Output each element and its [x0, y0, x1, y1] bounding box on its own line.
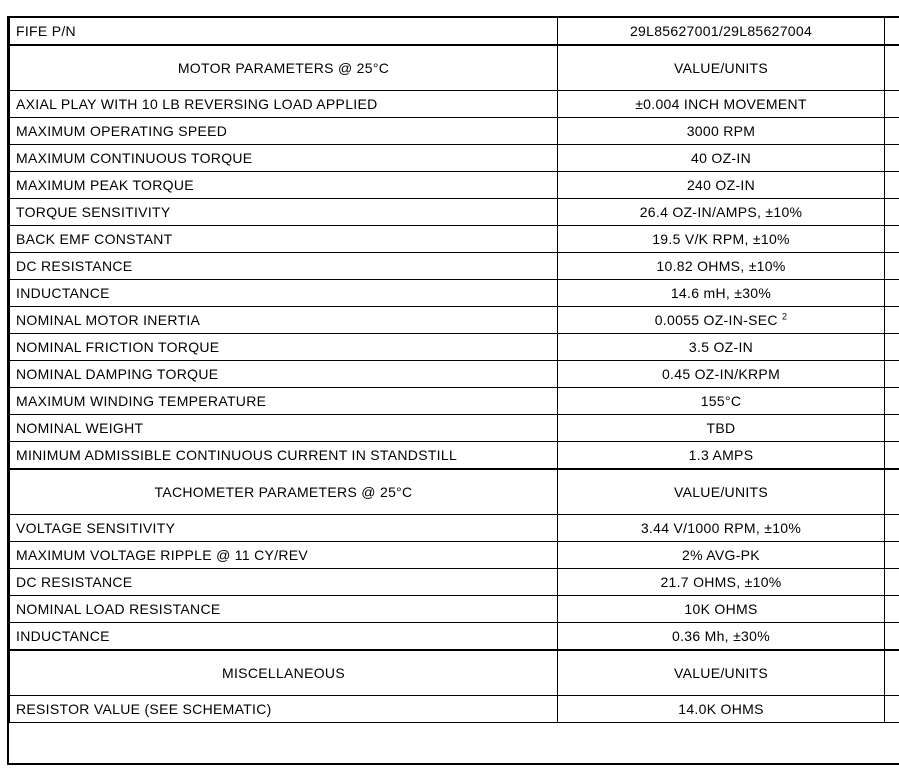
parameter-value [558, 596, 885, 623]
parameter-value-text: 2% AVG-PK [682, 547, 760, 563]
table-row [10, 172, 899, 199]
parameter-value [558, 515, 885, 542]
parameter-value-text: 21.7 OHMS, ±10% [660, 574, 782, 590]
row-margin-cell [885, 442, 899, 470]
parameter-value-text: 0.36 Mh, ±30% [672, 628, 770, 644]
parameter-name: VOLTAGE SENSITIVITY [10, 515, 558, 542]
part-number-label: FIFE P/N [10, 18, 558, 45]
parameter-value [558, 145, 885, 172]
row-margin-cell [885, 469, 899, 515]
parameter-name: NOMINAL LOAD RESISTANCE [10, 596, 558, 623]
parameter-name: RESISTOR VALUE (SEE SCHEMATIC) [10, 696, 558, 723]
parameter-value [558, 307, 885, 334]
row-margin-cell [885, 334, 899, 361]
parameter-value-text: 155°C [700, 393, 742, 409]
parameter-value-text: 19.5 V/K RPM, ±10% [652, 231, 790, 247]
table-row [10, 145, 899, 172]
parameter-value [558, 442, 885, 470]
row-margin-cell [885, 542, 899, 569]
row-margin-cell [885, 515, 899, 542]
parameter-value [558, 334, 885, 361]
table-row [10, 442, 899, 470]
parameter-value [558, 253, 885, 280]
row-margin-cell [885, 569, 899, 596]
parameter-name: DC RESISTANCE [10, 569, 558, 596]
parameter-name: TORQUE SENSITIVITY [10, 199, 558, 226]
table-row [10, 596, 899, 623]
part-number-value: 29L85627001/29L85627004 [558, 18, 885, 45]
row-margin-cell [885, 226, 899, 253]
value-units-header: VALUE/UNITS [558, 469, 885, 515]
parameter-name: DC RESISTANCE [10, 253, 558, 280]
parameter-name: AXIAL PLAY WITH 10 LB REVERSING LOAD APPLIED [10, 91, 558, 118]
row-margin-cell [885, 388, 899, 415]
table-row [10, 388, 899, 415]
table-row [10, 91, 899, 118]
row-margin-cell [885, 18, 899, 45]
table-row [10, 696, 899, 723]
parameter-value-text: 3.44 V/1000 RPM, ±10% [640, 520, 802, 536]
row-margin-cell [885, 650, 899, 696]
row-margin-cell [885, 596, 899, 623]
parameter-value-text: 10K OHMS [684, 601, 758, 617]
section-title: MISCELLANEOUS [10, 650, 558, 696]
parameter-value [558, 280, 885, 307]
table-row [10, 361, 899, 388]
row-margin-cell [885, 145, 899, 172]
parameter-name: NOMINAL FRICTION TORQUE [10, 334, 558, 361]
section-title: TACHOMETER PARAMETERS @ 25°C [10, 469, 558, 515]
table-row [10, 280, 899, 307]
parameter-name: MAXIMUM CONTINUOUS TORQUE [10, 145, 558, 172]
row-margin-cell [885, 45, 899, 91]
table-row [10, 199, 899, 226]
row-margin-cell [885, 118, 899, 145]
parameter-value-text: ±0.004 INCH MOVEMENT [635, 96, 807, 112]
section-title: MOTOR PARAMETERS @ 25°C [10, 45, 558, 91]
parameter-value [558, 415, 885, 442]
section-header-row [10, 650, 899, 696]
parameter-value-text: 14.0K OHMS [678, 701, 764, 717]
parameter-value-text: 240 OZ-IN [686, 177, 756, 193]
row-margin-cell [885, 253, 899, 280]
row-margin-cell [885, 696, 899, 723]
parameter-value-text: 1.3 AMPS [688, 447, 754, 463]
row-margin-cell [885, 307, 899, 334]
table-row [10, 226, 899, 253]
parameter-value [558, 388, 885, 415]
table-row [10, 515, 899, 542]
table-row [10, 307, 899, 334]
table-row [10, 334, 899, 361]
parameter-name: NOMINAL MOTOR INERTIA [10, 307, 558, 334]
table-row [10, 569, 899, 596]
table-row [10, 253, 899, 280]
parameter-name: NOMINAL DAMPING TORQUE [10, 361, 558, 388]
parameter-name: MAXIMUM OPERATING SPEED [10, 118, 558, 145]
section-header-row [10, 45, 899, 91]
parameter-name: NOMINAL WEIGHT [10, 415, 558, 442]
row-margin-cell [885, 623, 899, 651]
parameter-value-text: 0.45 OZ-IN/KRPM [661, 366, 781, 382]
row-margin-cell [885, 280, 899, 307]
row-margin-cell [885, 199, 899, 226]
parameter-name: INDUCTANCE [10, 623, 558, 651]
parameter-value-text: 40 OZ-IN [691, 150, 751, 166]
parameter-value-text: 26.4 OZ-IN/AMPS, ±10% [639, 204, 803, 220]
parameter-value [558, 696, 885, 723]
parameter-value-text: TBD [706, 420, 736, 436]
parameter-name: MAXIMUM VOLTAGE RIPPLE @ 11 CY/REV [10, 542, 558, 569]
parameter-value [558, 91, 885, 118]
parameter-value [558, 172, 885, 199]
parameter-value-text: 14.6 mH, ±30% [670, 285, 772, 301]
parameter-value [558, 199, 885, 226]
parameter-name: MAXIMUM PEAK TORQUE [10, 172, 558, 199]
parameter-value [558, 542, 885, 569]
part-number-row [10, 18, 899, 45]
parameter-value-text: 0.0055 OZ-IN-SEC [654, 312, 778, 328]
parameter-value [558, 623, 885, 651]
row-margin-cell [885, 415, 899, 442]
section-header-row [10, 469, 899, 515]
row-margin-cell [885, 91, 899, 118]
parameter-name: MAXIMUM WINDING TEMPERATURE [10, 388, 558, 415]
parameter-name: MINIMUM ADMISSIBLE CONTINUOUS CURRENT IN STANDSTILL [10, 442, 558, 470]
parameter-name: INDUCTANCE [10, 280, 558, 307]
table-row [10, 415, 899, 442]
parameter-value [558, 118, 885, 145]
value-units-header: VALUE/UNITS [558, 650, 885, 696]
parameter-value-superscript: 2 [781, 311, 788, 322]
spec-sheet [7, 16, 899, 765]
parameter-value-text: 10.82 OHMS, ±10% [656, 258, 786, 274]
value-units-header: VALUE/UNITS [558, 45, 885, 91]
parameter-value-text: 3000 RPM [686, 123, 756, 139]
table-row [10, 118, 899, 145]
spec-table [9, 18, 899, 723]
parameter-value-text: 3.5 OZ-IN [688, 339, 754, 355]
row-margin-cell [885, 172, 899, 199]
row-margin-cell [885, 361, 899, 388]
table-row [10, 542, 899, 569]
parameter-value [558, 361, 885, 388]
parameter-value [558, 569, 885, 596]
table-row [10, 623, 899, 651]
parameter-value [558, 226, 885, 253]
parameter-name: BACK EMF CONSTANT [10, 226, 558, 253]
